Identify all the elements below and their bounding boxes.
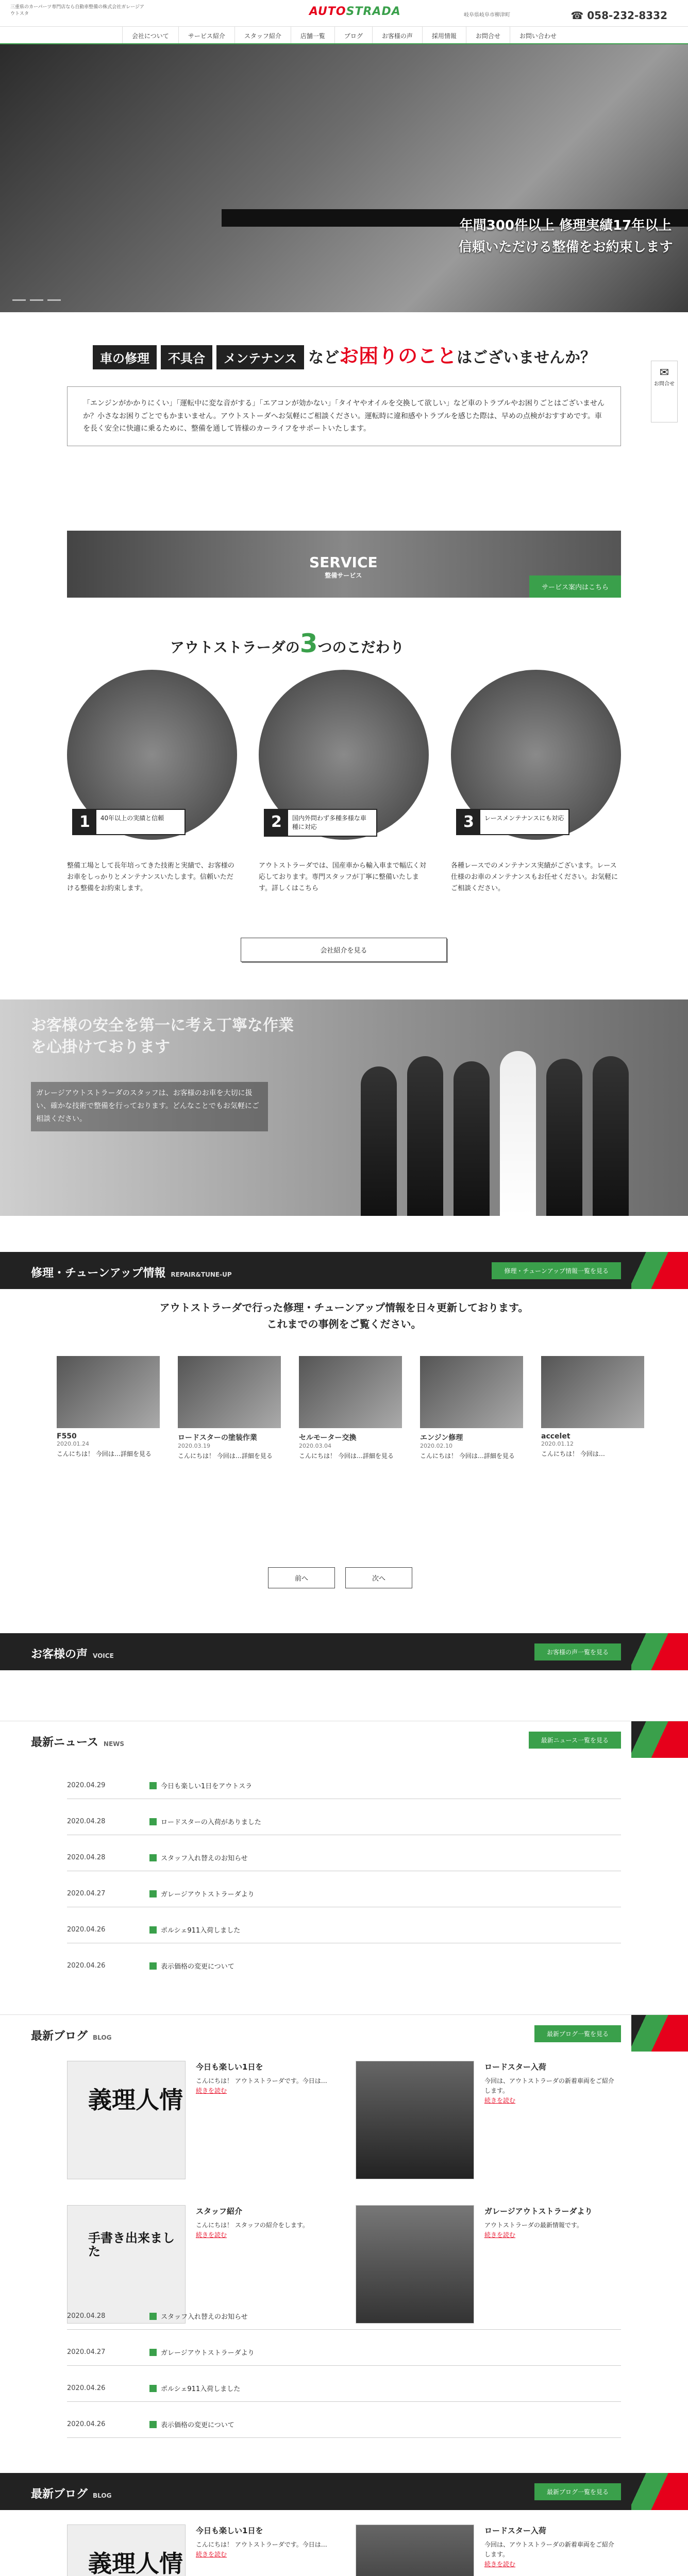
staff-quote: お客様の安全を第一に考え丁寧な作業を心掛けております [31, 1016, 294, 1056]
service-banner[interactable]: SERVICE 整備サービス サービス案内はこちら [67, 531, 621, 598]
commitment-card: 3 レースメンテナンスにも対応 各種レースでのメンテナンス実績がございます。レース仕様のお車のメンテナンスもお任せください。お気軽にご相談ください。 [451, 670, 621, 894]
blog-card[interactable]: 手書き出来ました スタッフ紹介 こんにちは！ スタッフの紹介をします。 続きを読む [67, 2205, 330, 2324]
staff-photo [407, 1056, 443, 1216]
news-list [0, 1762, 688, 1978]
side-contact-button[interactable]: ✉ お問合せ [651, 361, 678, 422]
slider-dots[interactable] [12, 299, 61, 301]
nav-item[interactable]: スタッフ紹介 [234, 27, 291, 43]
news-row[interactable]: 2020.04.27 ガレージアウトストラーダより [67, 1880, 621, 1907]
blog2-list-button[interactable]: 最新ブログ一覧を見る [534, 2483, 621, 2500]
blog-row[interactable]: 2020.04.28 スタッフ入れ替えのお知らせ [67, 2303, 621, 2330]
voice-header: お客様の声 VOICE お客様の声一覧を見る [0, 1633, 688, 1670]
staff-photo [454, 1061, 490, 1216]
blog-text-list [0, 2298, 688, 2452]
staff-photo [500, 1051, 536, 1216]
repair-card[interactable]: エンジン修理 2020.02.10 こんにちは！ 今回は…詳細を見る [420, 1356, 523, 1461]
voice-list-button[interactable]: お客様の声一覧を見る [534, 1643, 621, 1660]
header-tel[interactable]: ☎ 058-232-8332 [570, 9, 667, 22]
repair-card[interactable]: F550 2020.01.24 こんにちは！ 今回は…詳細を見る [57, 1356, 160, 1459]
commitment-heading: アウトストラーダの3つのこだわり [170, 629, 405, 658]
blog-card[interactable]: ロードスター入荷 今回は、アウトストラーダの新着車両をご紹介します。 続きを読む [356, 2061, 618, 2179]
blog-row[interactable]: 2020.04.27 ガレージアウトストラーダより [67, 2339, 621, 2366]
blog-card[interactable]: 義理人情 今日も楽しい1日を こんにちは！ アウトストラーダです。今日は… 続きを読む [67, 2524, 330, 2576]
nav-item[interactable]: お客様の声 [372, 27, 422, 43]
header-tagline: 三重県のカーパーツ専門店なら自動車整備の株式会社ガレージアウトスタ [10, 5, 145, 16]
top-bar [0, 0, 688, 27]
header-address: 岐阜県岐阜市柳津町 [464, 12, 510, 18]
company-button[interactable]: 会社紹介を見る [241, 938, 447, 962]
nav-item[interactable]: サービス紹介 [178, 27, 234, 43]
blog-header: 最新ブログ BLOG 最新ブログ一覧を見る [0, 2014, 688, 2052]
prev-button[interactable]: 前へ [268, 1567, 335, 1588]
news-row[interactable]: 2020.04.28 スタッフ入れ替えのお知らせ [67, 1844, 621, 1871]
commitment-card: 2 国内外問わず多種多様な車種に対応 アウトストラーダでは、国産車から輸入車まで幅広く対応しております。専門スタッフが丁寧に整備いたします。詳しくはこちら [259, 670, 429, 894]
repair-card[interactable]: accelet 2020.01.12 こんにちは！ 今回は… [541, 1356, 644, 1459]
staff-section [0, 999, 688, 1216]
commitment-section [0, 618, 688, 1030]
repair-card[interactable]: セルモーター交換 2020.03.04 こんにちは！ 今回は…詳細を見る [299, 1356, 402, 1461]
blog-card[interactable]: ロードスター入荷 今回は、アウトストラーダの新着車両をご紹介します。 続きを読む [356, 2524, 618, 2576]
blog2-grid [0, 2514, 688, 2576]
news-header: 最新ニュース NEWS 最新ニュース一覧を見る [0, 1721, 688, 1758]
mail-icon: ✉ [659, 366, 669, 379]
global-nav [0, 27, 688, 44]
hero-slider [0, 44, 688, 312]
blog-list-button[interactable]: 最新ブログ一覧を見る [534, 2025, 621, 2042]
blog2-header: 最新ブログ BLOG 最新ブログ一覧を見る [0, 2473, 688, 2510]
hero-line-2: 信頼いただける整備をお約束します [458, 239, 673, 255]
nav-item[interactable]: 採用情報 [422, 27, 466, 43]
hero-line-1: 年間300件以上 修理実績17年以上 [459, 218, 672, 233]
staff-photo [593, 1056, 629, 1216]
nav-item[interactable]: お問合せ [466, 27, 510, 43]
nav-item[interactable]: ブログ [334, 27, 372, 43]
blog-row[interactable]: 2020.04.26 表示価格の変更について [67, 2411, 621, 2438]
news-row[interactable]: 2020.04.26 表示価格の変更について [67, 1953, 621, 1978]
news-row[interactable]: 2020.04.28 ロードスターの入荷がありました [67, 1808, 621, 1835]
repair-card[interactable]: ロードスターの塗装作業 2020.03.19 こんにちは！ 今回は…詳細を見る [178, 1356, 281, 1461]
staff-photo [361, 1066, 397, 1216]
news-row[interactable]: 2020.04.29 今日も楽しい1日をアウトスラ [67, 1772, 621, 1799]
nav-item[interactable]: 会社について [122, 27, 178, 43]
staff-desc: ガレージアウトストラーダのスタッフは、お客様のお車を大切に扱い、確かな技術で整備を行っております。どんなことでもお気軽にご相談ください。 [31, 1082, 268, 1131]
repair-section: アウトストラーダで行った修理・チューンアップ情報を日々更新しております。 これまでの事例をご覧ください。 F550 2020.01.24 こんにちは！ 今回は…詳細を見る ロードスターの塗装作業 2020.03.19 こんにちは！ 今回は…詳細を見る セルモーター交換 2020.03.04 こんにちは！ 今回は…詳細を見る エンジン修理 2020.02.10 こんにちは！ 今回は…詳細を見る accelet 2020.01.12 こんにちは！ 今回は… 前へ 次へ [0, 1289, 688, 1619]
nav-item[interactable]: お問い合わせ [510, 27, 566, 43]
staff-photo [546, 1059, 582, 1216]
repair-list-button[interactable]: 修理・チューンアップ情報一覧を見る [492, 1262, 621, 1279]
next-button[interactable]: 次へ [345, 1567, 412, 1588]
trouble-heading: 車の修理 不具合 メンテナンス などお困りのことはございませんか？ [93, 340, 596, 369]
blog-card[interactable]: ガレージアウトストラーダより アウトストラーダの最新情報です。 続きを読む [356, 2205, 618, 2324]
blog-card[interactable]: 義理人情 今日も楽しい1日を こんにちは！ アウトストラーダです。今日は… 続きを読む [67, 2061, 330, 2179]
nav-item[interactable]: 店舗一覧 [291, 27, 334, 43]
news-row[interactable]: 2020.04.26 ポルシェ911入荷しました [67, 1917, 621, 1943]
trouble-text: 「エンジンがかかりにくい」「運転中に変な音がする」「エアコンが効かない」「タイヤやオイルを交換して欲しい」など車のトラブルやお困りごとはございませんか？小さなお困りごとでもかまいません。アウトストーダへお気軽にご相談ください。運転時に違和感やトラブルを感じた際は、早めの点検がおすすめです。車を長く安全に快適に乗るために、整備を通して皆様のカーライフをサポートいたします。 [67, 386, 621, 446]
news-list-button[interactable]: 最新ニュース一覧を見る [529, 1732, 621, 1749]
blog-row[interactable]: 2020.04.26 ポルシェ911入荷しました [67, 2375, 621, 2402]
service-button[interactable]: サービス案内はこちら [529, 575, 621, 598]
commitment-card: 1 40年以上の実績と信頼 整備工場として長年培ってきた技術と実績で、お客様のお車をしっかりとメンテナンスいたします。信頼いただける整備をお約束します。 [67, 670, 237, 894]
repair-header: 修理・チューンアップ情報 REPAIR&TUNE-UP 修理・チューンアップ情報一覧を見る [0, 1252, 688, 1289]
trouble-section [0, 330, 688, 659]
site-logo[interactable]: AUTOSTRADA [309, 5, 401, 18]
hero-copy [222, 209, 688, 255]
